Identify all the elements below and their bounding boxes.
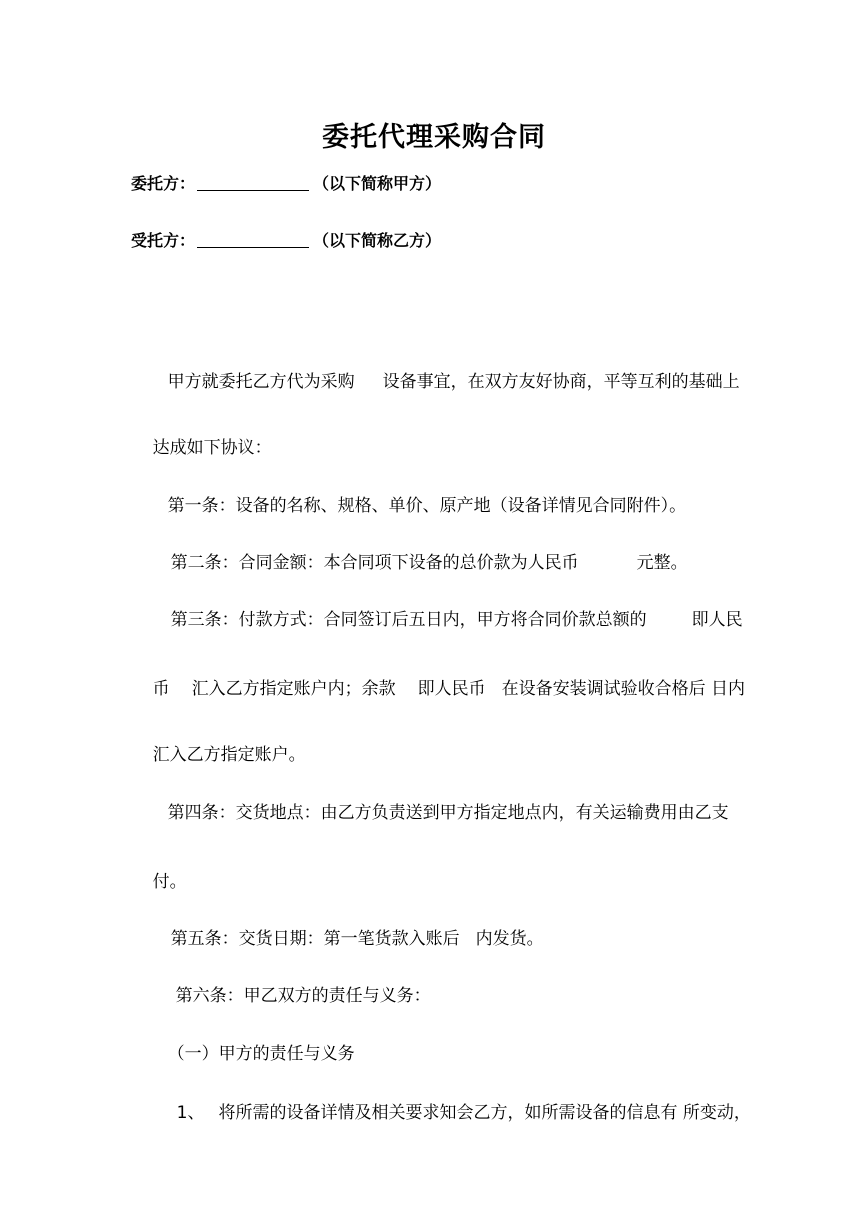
body-text: 元整。 <box>636 553 688 573</box>
body-text: 在设备安装调试验收合格后 日内 <box>501 679 746 699</box>
body-text: 币 <box>152 679 170 699</box>
party-agent-suffix: （以下简称乙方） <box>313 231 442 250</box>
body-text: 汇入乙方指定账户内；余款 <box>191 679 396 699</box>
body-text: 第四条：交货地点：由乙方负责送到甲方指定地点内，有关运输费用由乙支 <box>167 803 729 823</box>
body-text: 汇入乙方指定账户。 <box>152 745 306 765</box>
party-agent-label: 受托方： <box>131 231 196 250</box>
body-text: 第三条：付款方式：合同签订后五日内，甲方将合同价款总额的 <box>170 610 647 630</box>
body-text: 第五条：交货日期：第一笔货款入账后 <box>170 929 460 949</box>
body-text: 即人民币 <box>417 679 486 699</box>
body-text: （一）甲方的责任与义务 <box>167 1044 355 1064</box>
body-text: 第二条：合同金额：本合同项下设备的总价款为人民币 <box>170 553 579 573</box>
body-text: 将所需的设备详情及相关要求知会乙方，如所需设备的信息有 所变动， <box>218 1103 751 1123</box>
item-1-line <box>155 1074 751 1152</box>
body-text: 达成如下协议： <box>152 438 272 458</box>
body-text: 甲方就委托乙方代为采购 <box>167 372 355 392</box>
body-text: 付。 <box>152 872 187 892</box>
article-3-line-1 <box>149 581 743 659</box>
body-text: 设备事宜，在双方友好协商，平等互利的基础上 <box>382 372 740 392</box>
body-text: 内发货。 <box>475 929 544 949</box>
contract-title: 委托代理采购合同 <box>322 122 546 153</box>
body-text: 第一条：设备的名称、规格、单价、原产地（设备详情见合同附件）。 <box>167 496 687 516</box>
body-text: 第六条：甲乙双方的责任与义务： <box>175 986 431 1006</box>
party-agent-line <box>131 229 441 253</box>
body-text: 即人民 <box>691 610 743 630</box>
party-client-suffix: （以下简称甲方） <box>313 174 442 193</box>
item-number: 1、 <box>176 1103 205 1123</box>
party-client-line <box>131 172 441 196</box>
party-client-blank <box>197 174 309 191</box>
party-client-label: 委托方： <box>131 174 196 193</box>
party-agent-blank <box>197 231 309 248</box>
article-4-line-1 <box>146 774 729 852</box>
